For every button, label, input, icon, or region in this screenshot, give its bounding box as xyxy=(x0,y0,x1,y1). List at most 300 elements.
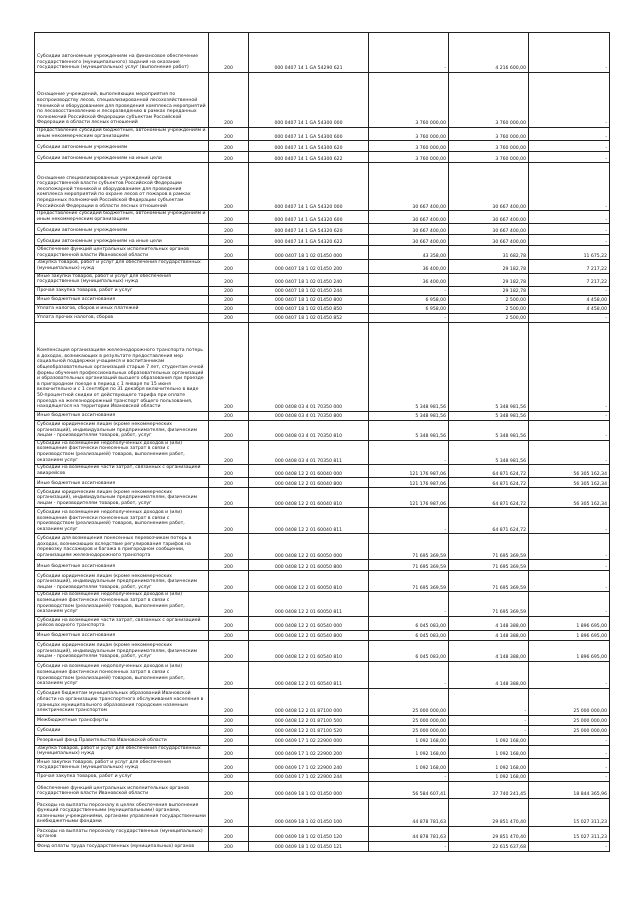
cell-v1: 5 348 981,56 xyxy=(369,420,449,440)
cell-v1: - xyxy=(369,313,449,322)
cell-v1: 30 667 400,00 xyxy=(369,211,449,224)
cell-v3: - xyxy=(529,508,610,534)
cell-kbk: 000 0407 14 1 GA 54320 620 xyxy=(249,224,369,235)
cell-name: Субсидии на возмещение недополученных доходов и (или) возмещение фактически понесенных затрат в связи с производством (реализацией) товаров, выполнением работ, оказанием услуг xyxy=(35,440,209,464)
cell-kbk: 000 0407 14 1 GA 54300 622 xyxy=(249,152,369,163)
cell-v3: - xyxy=(529,420,610,440)
table-row xyxy=(35,286,610,295)
cell-v2: 71 695 369,59 xyxy=(449,571,529,592)
cell-v3: - xyxy=(529,322,610,411)
cell-v3: - xyxy=(529,152,610,163)
cell-v2: 29 851 470,40 xyxy=(449,798,529,826)
cell-code: 200 xyxy=(209,235,249,246)
cell-kbk: 000 0409 18 1 02 01450 100 xyxy=(249,798,369,826)
cell-v3: - xyxy=(529,560,610,571)
cell-v1: 121 176 987,06 xyxy=(369,488,449,508)
table-row xyxy=(35,508,610,534)
cell-v2: 64 871 624,72 xyxy=(449,508,529,534)
cell-v2: 5 348 981,56 xyxy=(449,322,529,411)
table-row xyxy=(35,128,610,141)
cell-v2: 4 148 388,00 xyxy=(449,630,529,640)
cell-v2: 1 092 168,00 xyxy=(449,735,529,745)
cell-kbk: 000 0408 12 2 01 60050 810 xyxy=(249,571,369,592)
cell-kbk: 000 0407 18 1 02 01450 852 xyxy=(249,313,369,322)
cell-code: 200 xyxy=(209,260,249,273)
table-row xyxy=(35,772,610,781)
cell-code: 200 xyxy=(209,826,249,841)
cell-name: Расходы на выплаты персоналу государственных (муниципальных) органов xyxy=(35,826,209,841)
cell-name: Компенсация организациям железнодорожного транспорта потерь в доходах, возникающих в результате предоставления мер социальной поддержки учащимся и воспитанникам общеобразовательных организаций старше 7 лет, студентам очной формы обучения профессиональных образовательных организаций и образовательных организаций высшего образования при проезде в пригородном поезде в период с 1 января по 15 июня включительно и с 1 сентября по 31 декабря включительно в виде 50-процентной скидки от действующего тарифа при оплате проезда на железнодорожный транспорт общего пользования, находящегося на территории Ивановской области xyxy=(35,322,209,411)
cell-v3: - xyxy=(529,534,610,560)
cell-v1: 30 667 400,00 xyxy=(369,224,449,235)
cell-code: 200 xyxy=(209,781,249,798)
cell-name: Иные бюджетные ассигнования xyxy=(35,630,209,640)
cell-v1: 121 176 987,06 xyxy=(369,465,449,478)
cell-v3: - xyxy=(529,128,610,141)
cell-v1: 25 000 000,00 xyxy=(369,725,449,735)
cell-v1: 71 695 369,59 xyxy=(369,534,449,560)
cell-name: Субсидии на возмещение части затрат, связанных с организацией авиарейсов xyxy=(35,465,209,478)
cell-code: 200 xyxy=(209,640,249,661)
cell-kbk: 000 0408 12 2 01 60540 811 xyxy=(249,661,369,688)
cell-v1: 25 000 000,00 xyxy=(369,715,449,725)
cell-v1: 3 760 000,00 xyxy=(369,73,449,128)
cell-v2: 2 500,00 xyxy=(449,313,529,322)
cell-v1: 44 878 781,63 xyxy=(369,826,449,841)
cell-kbk: 000 0407 14 1 GA 54300 600 xyxy=(249,128,369,141)
cell-v1: - xyxy=(369,661,449,688)
cell-name: Оснащение специализированных учреждений органов государственной власти субъектов Российской Федерации лесопожарной техникой и оборудованием для проведения комплекса мероприятий по охране лесов от пожаров в рамках переданных полномочий Российской Федерации субъектам Российской Федерации в области лесных отношений xyxy=(35,163,209,211)
cell-code: 200 xyxy=(209,715,249,725)
cell-name: Субсидии юридическим лицам (кроме некоммерческих организаций), индивидуальным предпринимателям, физическим лицам - производителям товаров, работ, услуг xyxy=(35,488,209,508)
table-row xyxy=(35,322,610,411)
cell-v2: 5 348 981,56 xyxy=(449,440,529,464)
cell-v2: 29 182,78 xyxy=(449,286,529,295)
cell-v3: 56 305 162,34 xyxy=(529,465,610,478)
cell-name: Резервный фонд Правительства Ивановской области xyxy=(35,735,209,745)
cell-v3: - xyxy=(529,841,610,851)
cell-v3: - xyxy=(529,661,610,688)
cell-v2: 3 760 000,00 xyxy=(449,141,529,152)
cell-kbk: 000 0407 14 1 GA 54320 600 xyxy=(249,211,369,224)
table-row xyxy=(35,313,610,322)
cell-code: 200 xyxy=(209,688,249,715)
cell-kbk: 000 0407 18 1 02 01450 244 xyxy=(249,286,369,295)
cell-kbk: 000 0407 14 1 GA 54290 621 xyxy=(249,33,369,73)
cell-code: 200 xyxy=(209,128,249,141)
table-row xyxy=(35,571,610,592)
table-row xyxy=(35,411,610,420)
cell-kbk: 000 0407 14 1 GA 54300 000 xyxy=(249,73,369,128)
cell-code: 200 xyxy=(209,735,249,745)
cell-v1: 5 348 981,56 xyxy=(369,322,449,411)
cell-name: Субсидии юридическим лицам (кроме некоммерческих организаций), индивидуальным предпринимателям, физическим лицам - производителям товаров, работ, услуг xyxy=(35,420,209,440)
cell-v3: 15 027 311,23 xyxy=(529,826,610,841)
cell-code: 200 xyxy=(209,224,249,235)
table-row xyxy=(35,224,610,235)
cell-kbk: 000 0408 12 2 01 60040 811 xyxy=(249,508,369,534)
cell-v3: - xyxy=(529,411,610,420)
cell-name: Предоставление субсидий бюджетным, автономным учреждениям и иным некоммерческим организациям xyxy=(35,128,209,141)
cell-v3: 56 305 162,34 xyxy=(529,478,610,488)
cell-kbk: 000 0407 18 1 02 01450 800 xyxy=(249,295,369,304)
cell-code: 200 xyxy=(209,322,249,411)
cell-code: 200 xyxy=(209,286,249,295)
cell-v3: 7 217,22 xyxy=(529,260,610,273)
table-row xyxy=(35,246,610,260)
cell-name: Иные бюджетные ассигнования xyxy=(35,478,209,488)
cell-kbk: 000 0409 17 1 02 22900 244 xyxy=(249,772,369,781)
cell-code: 200 xyxy=(209,758,249,772)
table-row xyxy=(35,745,610,758)
cell-v2: 71 695 369,59 xyxy=(449,592,529,616)
budget-table xyxy=(34,32,610,852)
table-row xyxy=(35,273,610,286)
cell-v1: 43 358,00 xyxy=(369,246,449,260)
table-row xyxy=(35,781,610,798)
cell-v3: - xyxy=(529,735,610,745)
table-row xyxy=(35,440,610,464)
cell-name: Фонд оплаты труда государственных (муниципальных) органов xyxy=(35,841,209,851)
cell-name: Субсидии на возмещение части затрат, связанных с организацией рейсов водного транспорта xyxy=(35,616,209,630)
cell-kbk: 000 0408 03 4 01 70350 000 xyxy=(249,322,369,411)
cell-v2: 3 760 000,00 xyxy=(449,152,529,163)
cell-v1: 1 092 168,00 xyxy=(369,745,449,758)
cell-name: Прочая закупка товаров, работ и услуг xyxy=(35,286,209,295)
cell-code: 200 xyxy=(209,152,249,163)
table-row xyxy=(35,260,610,273)
cell-v1: - xyxy=(369,33,449,73)
cell-name: Обеспечение функций центральных исполнительных органов государственной власти Ивановской области xyxy=(35,781,209,798)
cell-name: Субсидии на возмещение недополученных доходов и (или) возмещение фактически понесенных затрат в связи с производством (реализацией) товаров, выполнением работ, оказанием услуг xyxy=(35,661,209,688)
cell-code: 200 xyxy=(209,304,249,313)
cell-v1: 1 092 168,00 xyxy=(369,735,449,745)
cell-v1: - xyxy=(369,508,449,534)
cell-code: 200 xyxy=(209,798,249,826)
cell-code: 200 xyxy=(209,246,249,260)
table-row xyxy=(35,235,610,246)
table-row xyxy=(35,560,610,571)
cell-kbk: 000 0407 14 1 GA 54320 622 xyxy=(249,235,369,246)
cell-kbk: 000 0407 14 1 GA 54320 000 xyxy=(249,163,369,211)
table-row xyxy=(35,488,610,508)
cell-v3: - xyxy=(529,313,610,322)
cell-v2: 30 667 400,00 xyxy=(449,235,529,246)
cell-v3: - xyxy=(529,592,610,616)
cell-v2: 5 348 981,56 xyxy=(449,411,529,420)
cell-v1: 1 092 168,00 xyxy=(369,758,449,772)
table-row xyxy=(35,592,610,616)
cell-v1: 71 695 369,59 xyxy=(369,560,449,571)
cell-kbk: 000 0408 12 2 01 60050 811 xyxy=(249,592,369,616)
table-row xyxy=(35,826,610,841)
cell-name: Расходы на выплаты персоналу в целях обеспечения выполнения функций государственными (муниципальными) органами, казенными учреждениями, органами управления государственными внебюджетными фондами xyxy=(35,798,209,826)
cell-kbk: 000 0408 12 2 01 87100 000 xyxy=(249,688,369,715)
cell-v2: 4 216 600,00 xyxy=(449,33,529,73)
cell-code: 200 xyxy=(209,745,249,758)
cell-code: 200 xyxy=(209,411,249,420)
cell-v2: 71 695 369,59 xyxy=(449,534,529,560)
cell-v2: 3 760 000,00 xyxy=(449,73,529,128)
cell-v2: 29 851 470,40 xyxy=(449,826,529,841)
cell-v1: 30 667 400,00 xyxy=(369,163,449,211)
cell-v2: 4 148 388,00 xyxy=(449,661,529,688)
cell-v3: 11 675,22 xyxy=(529,246,610,260)
cell-v3: - xyxy=(529,235,610,246)
table-row xyxy=(35,534,610,560)
cell-v2: 71 695 369,59 xyxy=(449,560,529,571)
cell-code: 200 xyxy=(209,313,249,322)
cell-name: Закупка товаров, работ и услуг для обеспечения государственных (муниципальных) нужд xyxy=(35,260,209,273)
cell-v3: 1 896 695,00 xyxy=(529,640,610,661)
cell-v2: 64 871 624,72 xyxy=(449,465,529,478)
cell-name: Субсидии юридическим лицам (кроме некоммерческих организаций), индивидуальным предпринимателям, физическим лицам - производителям товаров, работ, услуг xyxy=(35,571,209,592)
cell-v1: 3 760 000,00 xyxy=(369,141,449,152)
table-row xyxy=(35,688,610,715)
cell-v3: - xyxy=(529,163,610,211)
cell-kbk: 000 0409 18 1 02 01450 120 xyxy=(249,826,369,841)
cell-v3: 25 000 000,00 xyxy=(529,715,610,725)
cell-code: 200 xyxy=(209,295,249,304)
cell-v2: 4 148 388,00 xyxy=(449,640,529,661)
cell-code: 200 xyxy=(209,560,249,571)
cell-v3: - xyxy=(529,758,610,772)
cell-name: Субсидии юридическим лицам (кроме некоммерческих организаций), индивидуальным предпринимателям, физическим лицам - производителям товаров, работ, услуг xyxy=(35,640,209,661)
cell-kbk: 000 0408 12 2 01 87100 500 xyxy=(249,715,369,725)
cell-kbk: 000 0407 18 1 02 01450 240 xyxy=(249,273,369,286)
cell-kbk: 000 0408 12 2 01 87100 520 xyxy=(249,725,369,735)
table-row xyxy=(35,73,610,128)
cell-code: 200 xyxy=(209,211,249,224)
table-row xyxy=(35,735,610,745)
cell-kbk: 000 0409 17 1 02 22900 200 xyxy=(249,745,369,758)
cell-code: 200 xyxy=(209,616,249,630)
cell-kbk: 000 0408 12 2 01 60040 000 xyxy=(249,465,369,478)
cell-v2: 2 500,00 xyxy=(449,295,529,304)
cell-v1: - xyxy=(369,772,449,781)
cell-kbk: 000 0408 12 2 01 60540 810 xyxy=(249,640,369,661)
cell-code: 200 xyxy=(209,571,249,592)
cell-v2: 30 667 400,00 xyxy=(449,163,529,211)
cell-name: Иные закупки товаров, работ и услуг для обеспечения государственных (муниципальных) нужд xyxy=(35,273,209,286)
cell-kbk: 000 0407 18 1 02 01450 850 xyxy=(249,304,369,313)
cell-v2: 4 148 388,00 xyxy=(449,616,529,630)
cell-code: 200 xyxy=(209,592,249,616)
table-row xyxy=(35,798,610,826)
cell-kbk: 000 0409 18 1 02 01450 121 xyxy=(249,841,369,851)
cell-v1: 25 000 000,00 xyxy=(369,688,449,715)
table-row xyxy=(35,661,610,688)
cell-kbk: 000 0408 12 2 01 60540 000 xyxy=(249,616,369,630)
table-row xyxy=(35,152,610,163)
cell-code: 200 xyxy=(209,630,249,640)
cell-v2: 30 667 400,00 xyxy=(449,224,529,235)
cell-name: Закупка товаров, работ и услуг для обеспечения государственных (муниципальных) нужд xyxy=(35,745,209,758)
cell-code: 200 xyxy=(209,440,249,464)
cell-name: Прочая закупка товаров, работ и услуг xyxy=(35,772,209,781)
cell-v1: - xyxy=(369,440,449,464)
cell-name: Субсидии автономным учреждениям xyxy=(35,224,209,235)
cell-code: 200 xyxy=(209,772,249,781)
cell-code: 200 xyxy=(209,163,249,211)
cell-name: Субсидии на возмещение недополученных доходов и (или) возмещение фактически понесенных затрат в связи с производством (реализацией) товаров, выполнением работ, оказанием услуг xyxy=(35,508,209,534)
cell-v2: 5 348 981,56 xyxy=(449,420,529,440)
cell-name: Иные закупки товаров, работ и услуг для обеспечения государственных (муниципальных) нужд xyxy=(35,758,209,772)
cell-v1: 6 958,00 xyxy=(369,295,449,304)
table-row xyxy=(35,725,610,735)
cell-v1: 30 667 400,00 xyxy=(369,235,449,246)
cell-v1: 6 045 083,00 xyxy=(369,630,449,640)
table-row xyxy=(35,420,610,440)
cell-v2: 29 182,78 xyxy=(449,260,529,273)
cell-code: 200 xyxy=(209,273,249,286)
cell-code: 200 xyxy=(209,478,249,488)
cell-v2: 2 500,00 xyxy=(449,304,529,313)
cell-v1: 36 400,00 xyxy=(369,273,449,286)
table-row xyxy=(35,478,610,488)
cell-v3: 56 305 162,34 xyxy=(529,488,610,508)
cell-name: Субсидия бюджетам муниципальных образований Ивановской области на организацию транспортного обслуживания населения в границах муниципального образования городским наземным электрическим транспортом xyxy=(35,688,209,715)
cell-v3: 18 844 365,96 xyxy=(529,781,610,798)
cell-v2: 64 871 624,72 xyxy=(449,488,529,508)
cell-v2: 30 667 400,00 xyxy=(449,211,529,224)
cell-v1: 3 760 000,00 xyxy=(369,128,449,141)
cell-code: 200 xyxy=(209,534,249,560)
cell-v3: - xyxy=(529,772,610,781)
table-row xyxy=(35,630,610,640)
cell-v3: 4 458,00 xyxy=(529,295,610,304)
cell-code: 200 xyxy=(209,488,249,508)
cell-name: Иные бюджетные ассигнования xyxy=(35,411,209,420)
cell-name: Субсидии на возмещение недополученных доходов и (или) возмещение фактически понесенных затрат в связи с производством (реализацией) товаров, выполнением работ, оказанием услуг xyxy=(35,592,209,616)
cell-v3: - xyxy=(529,745,610,758)
cell-v2: 1 092 168,00 xyxy=(449,772,529,781)
cell-kbk: 000 0409 17 1 02 22900 240 xyxy=(249,758,369,772)
cell-name: Предоставление субсидий бюджетным, автономным учреждениям и иным некоммерческим организациям xyxy=(35,211,209,224)
cell-kbk: 000 0409 17 1 02 22900 000 xyxy=(249,735,369,745)
cell-v3: 25 000 000,00 xyxy=(529,725,610,735)
cell-name: Иные бюджетные ассигнования xyxy=(35,295,209,304)
cell-v1: 3 760 000,00 xyxy=(369,152,449,163)
cell-v3: 25 000 000,00 xyxy=(529,688,610,715)
cell-kbk: 000 0409 18 1 02 01450 000 xyxy=(249,781,369,798)
cell-kbk: 000 0408 03 4 01 70350 811 xyxy=(249,440,369,464)
cell-name: Иные бюджетные ассигнования xyxy=(35,560,209,571)
table-row xyxy=(35,715,610,725)
cell-name: Обеспечение функций центральных исполнительных органов государственной власти Ивановской области xyxy=(35,246,209,260)
cell-v2: 29 182,78 xyxy=(449,273,529,286)
cell-code: 200 xyxy=(209,141,249,152)
cell-name: Субсидии xyxy=(35,725,209,735)
cell-code: 200 xyxy=(209,508,249,534)
cell-v3: 4 458,00 xyxy=(529,304,610,313)
cell-v3: - xyxy=(529,224,610,235)
cell-name: Субсидии автономным учреждениям на иные цели xyxy=(35,152,209,163)
cell-kbk: 000 0408 12 2 01 60040 800 xyxy=(249,478,369,488)
cell-kbk: 000 0408 03 4 01 70350 800 xyxy=(249,411,369,420)
cell-kbk: 000 0407 18 1 02 01450 000 xyxy=(249,246,369,260)
cell-v3: - xyxy=(529,33,610,73)
cell-kbk: 000 0408 12 2 01 60050 000 xyxy=(249,534,369,560)
cell-code: 200 xyxy=(209,661,249,688)
table-row xyxy=(35,211,610,224)
cell-v3: - xyxy=(529,141,610,152)
cell-name: Уплата прочих налогов, сборов xyxy=(35,313,209,322)
table-row xyxy=(35,640,610,661)
cell-v2: 64 871 624,72 xyxy=(449,478,529,488)
cell-v1: - xyxy=(369,841,449,851)
cell-v1: 6 045 083,00 xyxy=(369,640,449,661)
cell-name: Субсидии для возмещения понесенных перевозчиком потерь в доходах, возникающих вследствие регулирования тарифов на перевозку пассажиров и багажа в пригородном сообщении, организациям железнодорожного транспорта xyxy=(35,534,209,560)
cell-v2: - xyxy=(449,688,529,715)
cell-name: Субсидии автономным учреждениям xyxy=(35,141,209,152)
cell-v1: - xyxy=(369,592,449,616)
table-row xyxy=(35,465,610,478)
cell-v1: 121 176 987,06 xyxy=(369,478,449,488)
cell-v3: 15 027 311,23 xyxy=(529,798,610,826)
cell-v1: 56 584 607,41 xyxy=(369,781,449,798)
cell-code: 200 xyxy=(209,33,249,73)
cell-v3: - xyxy=(529,73,610,128)
cell-v2: 37 740 241,45 xyxy=(449,781,529,798)
cell-kbk: 000 0407 18 1 02 01450 200 xyxy=(249,260,369,273)
cell-v3: - xyxy=(529,571,610,592)
cell-v1: 5 348 981,56 xyxy=(369,411,449,420)
cell-name: Субсидии автономным учреждениям на иные цели xyxy=(35,235,209,246)
cell-name: Оснащение учреждений, выполняющих мероприятия по воспроизводству лесов, специализированной лесохозяйственной техникой и оборудованием для проведения комплекса мероприятий по лесовосстановлению и лесоразведению в рамках переданных полномочий Российской Федерации субъектам Российской Федерации в области лесных отношений xyxy=(35,73,209,128)
cell-v1: - xyxy=(369,286,449,295)
cell-v1: 6 045 083,00 xyxy=(369,616,449,630)
cell-v1: 6 958,00 xyxy=(369,304,449,313)
cell-kbk: 000 0408 12 2 01 60540 800 xyxy=(249,630,369,640)
cell-v2: - xyxy=(449,725,529,735)
table-row xyxy=(35,616,610,630)
cell-v1: 44 878 781,63 xyxy=(369,798,449,826)
cell-kbk: 000 0408 12 2 01 60040 810 xyxy=(249,488,369,508)
cell-kbk: 000 0408 12 2 01 60050 800 xyxy=(249,560,369,571)
cell-name: Субсидии автономным учреждениям на финансовое обеспечение государственного (муниципального) задания на оказание государственных (муниципальных) услуг (выполнение работ) xyxy=(35,33,209,73)
cell-v3: 1 896 695,00 xyxy=(529,630,610,640)
cell-v2: 1 092 168,00 xyxy=(449,745,529,758)
cell-code: 200 xyxy=(209,841,249,851)
cell-v2: 3 760 000,00 xyxy=(449,128,529,141)
cell-v2: 31 682,78 xyxy=(449,246,529,260)
table-row xyxy=(35,304,610,313)
table-row xyxy=(35,295,610,304)
cell-code: 200 xyxy=(209,73,249,128)
table-row xyxy=(35,163,610,211)
cell-v1: 71 695 369,59 xyxy=(369,571,449,592)
cell-kbk: 000 0407 14 1 GA 54300 620 xyxy=(249,141,369,152)
table-row xyxy=(35,33,610,73)
cell-v1: 36 400,00 xyxy=(369,260,449,273)
cell-kbk: 000 0408 03 4 01 70350 810 xyxy=(249,420,369,440)
cell-v3: - xyxy=(529,286,610,295)
cell-name: Межбюджетные трансферты xyxy=(35,715,209,725)
cell-v3: 7 217,22 xyxy=(529,273,610,286)
cell-v3: - xyxy=(529,440,610,464)
cell-v2: 1 092 168,00 xyxy=(449,758,529,772)
cell-v2: 22 615 637,68 xyxy=(449,841,529,851)
cell-v3: - xyxy=(529,211,610,224)
cell-code: 200 xyxy=(209,725,249,735)
cell-code: 200 xyxy=(209,465,249,478)
cell-v2: - xyxy=(449,715,529,725)
table-row xyxy=(35,841,610,851)
table-row xyxy=(35,141,610,152)
table-row xyxy=(35,758,610,772)
cell-v3: 1 896 695,00 xyxy=(529,616,610,630)
